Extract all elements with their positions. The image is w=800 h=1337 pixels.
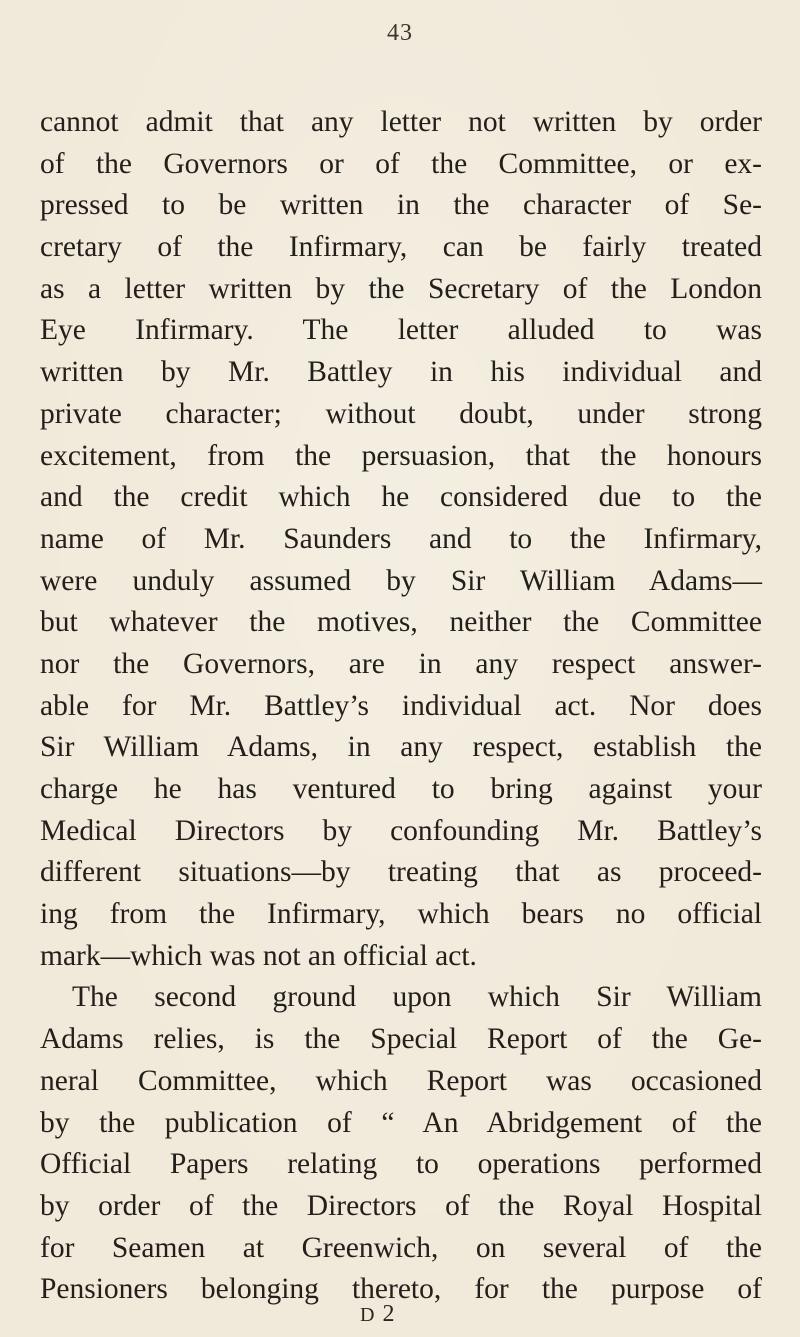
text-line: Adams relies, is the Special Report of the Ge-	[40, 1023, 762, 1056]
text-line: nor the Governors, are in any respect answer-	[40, 647, 762, 680]
signature-number: 2	[382, 1301, 397, 1327]
text-line: neral Committee, which Report was occasioned	[40, 1064, 762, 1097]
text-line: pressed to be written in the character of Se-	[40, 189, 762, 222]
text-line: written by Mr. Battley in his individual and	[40, 356, 762, 389]
text-line: Sir William Adams, in any respect, establish the	[40, 731, 762, 764]
text-line: mark—which was not an official act.	[40, 939, 477, 972]
page-number: 43	[387, 20, 413, 46]
text-line: as a letter written by the Secretary of the London	[40, 272, 762, 305]
text-line: Medical Directors by confounding Mr. Battley’s	[40, 814, 762, 847]
text-line: excitement, from the persuasion, that the honours	[40, 439, 762, 472]
text-line: able for Mr. Battley’s individual act. Nor does	[40, 689, 762, 722]
text-line: by order of the Directors of the Royal Hospital	[40, 1189, 762, 1222]
text-line: of the Governors or of the Committee, or ex-	[40, 147, 762, 180]
text-line: name of Mr. Saunders and to the Infirmary,	[40, 522, 762, 555]
signature-letter: D	[360, 1304, 377, 1326]
text-line: and the credit which he considered due to the	[40, 481, 762, 514]
text-line: different situations—by treating that as proceed-	[40, 856, 762, 889]
text-line: for Seamen at Greenwich, on several of the	[40, 1231, 762, 1264]
paragraph-first-line: The second ground upon which Sir William	[72, 981, 762, 1014]
text-line: Official Papers relating to operations performed	[40, 1148, 762, 1181]
text-line: cannot admit that any letter not written by order	[40, 106, 762, 138]
text-line: Pensioners belonging thereto, for the purpose of	[40, 1273, 762, 1306]
text-line: Eye Infirmary. The letter alluded to was	[40, 314, 762, 347]
text-line: private character; without doubt, under strong	[40, 397, 762, 430]
page-body-text	[40, 102, 762, 1311]
text-line: by the publication of “ An Abridgement of the	[40, 1106, 762, 1139]
text-line: but whatever the motives, neither the Committee	[40, 606, 762, 639]
text-line: were unduly assumed by Sir William Adams—	[40, 564, 762, 597]
text-line: charge he has ventured to bring against your	[40, 773, 762, 805]
text-line: ing from the Infirmary, which bears no official	[40, 898, 762, 931]
text-line: cretary of the Infirmary, can be fairly treated	[40, 231, 762, 264]
signature-mark	[360, 1301, 480, 1328]
